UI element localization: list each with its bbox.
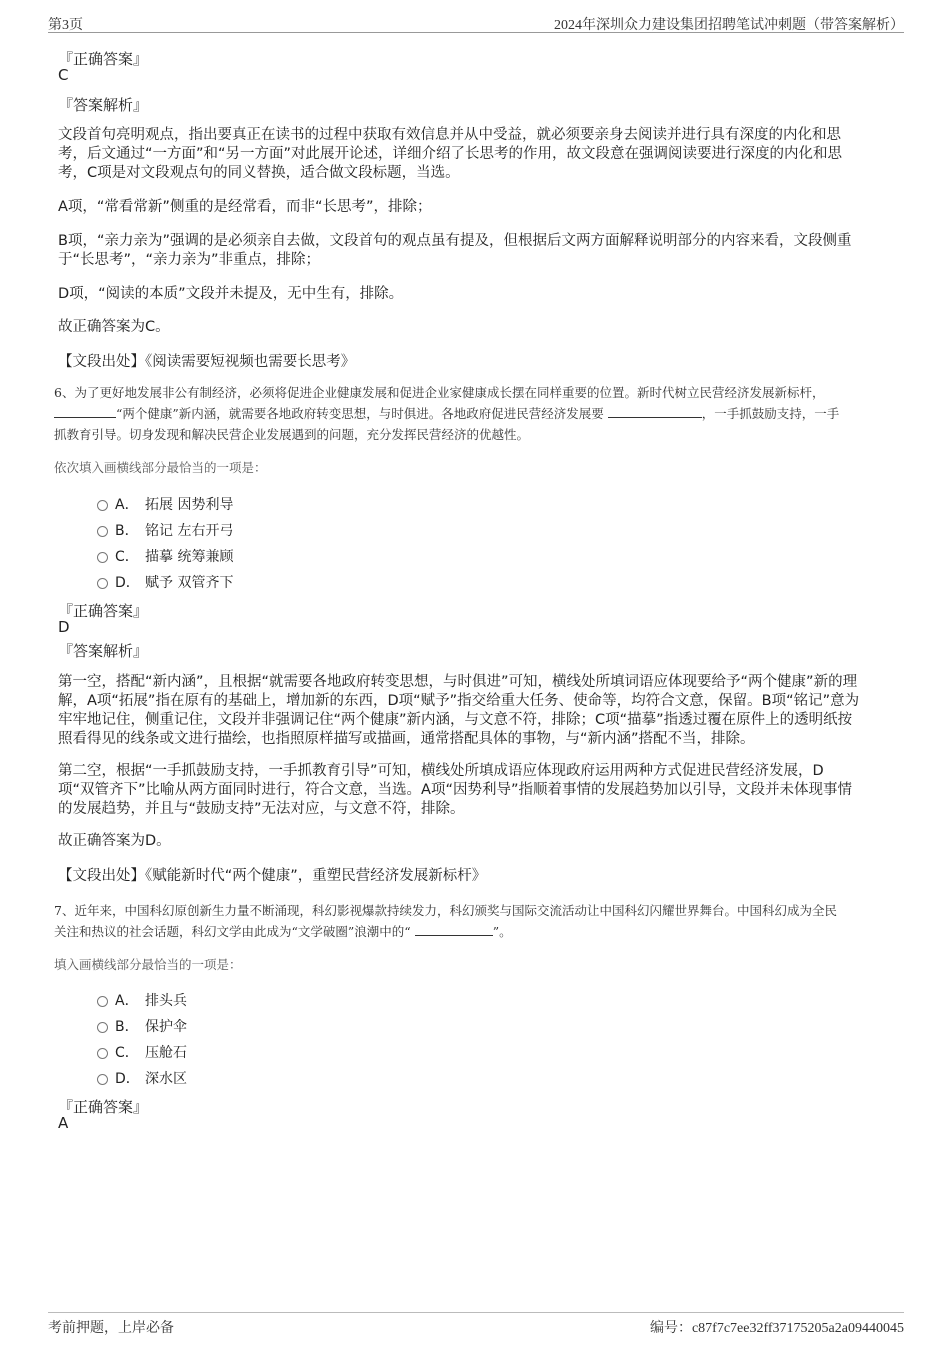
- q6-analysis-line: 第一空，搭配“新内涵”，且根据“就需要各地政府转变思想，与时俱进”可知，横线处所填词语应体现要给予“两个健康”新的理: [58, 674, 858, 690]
- radio-icon[interactable]: [97, 552, 108, 563]
- q6-blank-2: [608, 405, 702, 418]
- q7-question-line: 7、近年来，中国科幻原创新生力量不断涌现，科幻影视爆款持续发力，科幻颁奖与国际交流活动让中国科幻闪耀世界舞台。中国科幻成为全民: [54, 903, 837, 918]
- q6-source: 【文段出处】《赋能新时代“两个健康”，重塑民营经济发展新标杆》: [58, 868, 487, 884]
- radio-icon[interactable]: [97, 1048, 108, 1059]
- q5-analysis-line: 考，C项是对文段观点句的同义替换，适合做文段标题，当选。: [58, 165, 460, 181]
- q6-option-d[interactable]: D． 赋予 双管齐下: [97, 572, 297, 594]
- q6-option-a[interactable]: A． 拓展 因势利导: [97, 494, 297, 516]
- q5-analysis-line: B项，“亲力亲为”强调的是必须亲自去做，文段首句的观点虽有提及，但根据后文两方面解释说明部分的内容来看，文段侧重: [58, 233, 852, 249]
- q6-question-text: [54, 382, 894, 445]
- q6-correct-answer-label: 『正确答案』: [58, 602, 149, 620]
- page-header: [48, 10, 904, 33]
- q5-answer: C: [58, 66, 69, 84]
- q6-option-c[interactable]: C． 描摹 统筹兼顾: [97, 546, 297, 568]
- q7-answer: A: [58, 1114, 69, 1132]
- q5-option-a-analysis: A项，“常看常新”侧重的是经常看，而非“长思考”，排除；: [58, 199, 432, 215]
- radio-icon[interactable]: [97, 996, 108, 1007]
- q5-option-d-analysis: D项，“阅读的本质”文段并未提及，无中生有，排除。: [58, 286, 404, 302]
- q7-option-b[interactable]: B． 保护伞: [97, 1016, 297, 1038]
- radio-icon[interactable]: [97, 1074, 108, 1085]
- q7-prompt: 填入画横线部分最恰当的一项是：: [54, 957, 242, 972]
- footer-slogan: 考前押题，上岸必备: [48, 1321, 174, 1336]
- q6-analysis-paragraph-1: [58, 673, 892, 749]
- q7-option-a[interactable]: A． 排头兵: [97, 990, 297, 1012]
- q7-question-line: 关注和热议的社会话题，科幻文学由此成为“文学破圈”浪潮中的“ ”。: [54, 924, 512, 939]
- q5-analysis-label: 『答案解析』: [58, 96, 149, 114]
- q6-blank-1: [54, 405, 116, 418]
- radio-icon[interactable]: [97, 526, 108, 537]
- q5-analysis-line: 文段首句亮明观点，指出要真正在读书的过程中获取有效信息并从中受益，就必须要亲身去阅读并进行具有深度的内化和思: [58, 127, 841, 143]
- q6-analysis-line: 解，A项“拓展”指在原有的基础上，增加新的东西，D项“赋予”指交给重大任务、使命等，均符合文意，保留。B项“铭记”意为: [58, 693, 860, 709]
- q6-question-line: 抓教育引导。切身发现和解决民营企业发展遇到的问题，充分发挥民营经济的优越性。: [54, 427, 530, 442]
- q5-conclusion: 故正确答案为C。: [58, 319, 170, 335]
- q6-analysis-line: 照看得见的线条或文进行描绘，也指照原样描写或描画，通常搭配具体的事物，与“新内涵”搭配不当，排除。: [58, 731, 755, 747]
- q6-question-line: “两个健康”新内涵，就需要各地政府转变思想，与时俱进。各地政府促进民营经济发展要 ，一手抓鼓励支持，一手: [54, 403, 894, 424]
- q5-analysis-line: 考，后文通过“一方面”和“另一方面”对此展开论述，详细介绍了长思考的作用，故文段意在强调阅读要进行深度的内化和思: [58, 146, 843, 162]
- radio-icon[interactable]: [97, 500, 108, 511]
- q5-source: 【文段出处】《阅读需要短视频也需要长思考》: [58, 354, 356, 370]
- radio-icon[interactable]: [97, 1022, 108, 1033]
- q5-option-b-analysis: [58, 232, 892, 270]
- q7-option-d[interactable]: D． 深水区: [97, 1068, 297, 1090]
- q6-analysis-label: 『答案解析』: [58, 642, 149, 660]
- q6-analysis-line: 牢牢地记住，侧重记住，文段并非强调记住“两个健康”新内涵，与文意不符，排除；C项“描摹”指透过覆在原件上的透明纸按: [58, 712, 853, 728]
- q6-option-b[interactable]: B． 铭记 左右开弓: [97, 520, 297, 542]
- q6-answer: D: [58, 618, 70, 636]
- document-title: 2024年深圳众力建设集团招聘笔试冲刺题（带答案解析）: [554, 18, 904, 33]
- document-code: 编号：c87f7c7ee32ff37175205a2a09440045: [649, 1321, 904, 1336]
- q6-analysis-line: 第二空，根据“一手抓鼓励支持，一手抓教育引导”可知，横线处所填成语应体现政府运用两种方式促进民营经济发展，D: [58, 763, 824, 779]
- q5-analysis-paragraph: [58, 126, 892, 183]
- q6-analysis-line: 项“双管齐下”比喻从两方面同时进行，符合文意，当选。A项“因势利导”指顺着事情的发展趋势加以引导，文段并未体现事情: [58, 782, 852, 798]
- q7-correct-answer-label: 『正确答案』: [58, 1098, 149, 1116]
- q7-blank: [415, 923, 493, 936]
- q6-analysis-paragraph-2: [58, 762, 892, 819]
- q5-analysis-line: 于“长思考”，“亲力亲为”非重点，排除；: [58, 252, 321, 268]
- q7-option-c[interactable]: C． 压舱石: [97, 1042, 297, 1064]
- q6-analysis-line: 的发展趋势，并且与“鼓励支持”无法对应，与文意不符，排除。: [58, 801, 465, 817]
- radio-icon[interactable]: [97, 578, 108, 589]
- page-number: 第3页: [48, 18, 83, 33]
- q6-conclusion: 故正确答案为D。: [58, 833, 171, 849]
- q6-question-line: 6、为了更好地发展非公有制经济，必须将促进企业健康发展和促进企业家健康成长摆在同样重要的位置。新时代树立民营经济发展新标杆，: [54, 385, 825, 400]
- page-footer: [48, 1312, 904, 1337]
- q7-question-text: [54, 900, 894, 942]
- q5-correct-answer-label: 『正确答案』: [58, 50, 149, 68]
- q6-prompt: 依次填入画横线部分最恰当的一项是：: [54, 460, 267, 475]
